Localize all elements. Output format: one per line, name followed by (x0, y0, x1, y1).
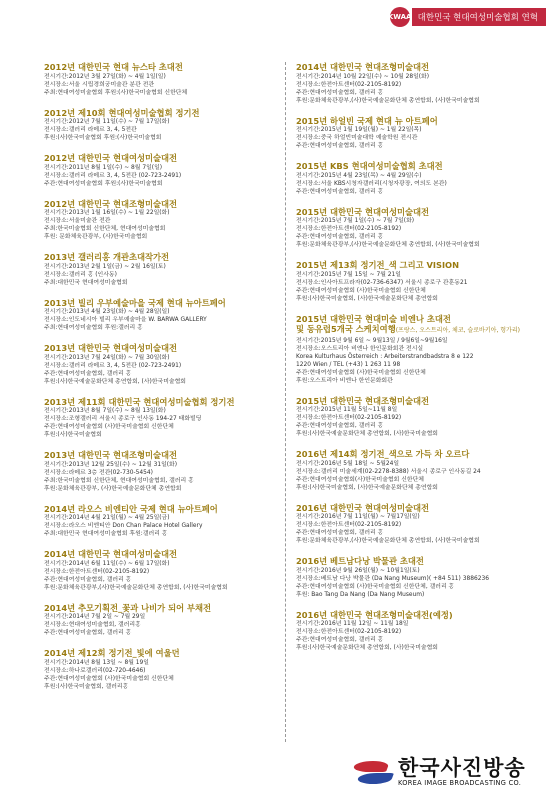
entry-detail-line: 전시장소:인도네시아 빌리 우부예술마을 W. BARWA GALLERY (44, 317, 207, 323)
entry-detail-line: 후원:문화체육관광부, (사)한국예술문화단체 총연합회 (44, 485, 182, 492)
history-entry (44, 450, 280, 493)
entry-detail-line: 후원:(사)한국예술문화단체 총연합회, (사)한국미술협회 (296, 645, 438, 651)
entry-detail-line: 후원: 문화체육관광부, (사)한국미술협회 (44, 234, 148, 240)
entry-detail-line: 전시장소:오스트리아 비엔나 한인문화회관 전시실 (296, 345, 424, 352)
entry-title: 2016년 베트남다낭 박물관 초대전 (296, 556, 424, 566)
history-entry (44, 199, 280, 242)
entry-detail-line: 주관:현대여성미술협회 후원:(사)한국미술협회 (44, 180, 163, 187)
entry-detail-line: 전시기간:2016년 9월 26일(월) ~ 10월1일(토) (296, 567, 420, 574)
entry-detail-line: 전시장소:현대여성미술협회, 갤러리홍 (44, 622, 141, 628)
entry-detail-line: 전시장소:한전아트센터(02-2105-8192) (296, 522, 402, 528)
entry-detail-line: 후원:(사)한국예술문화단체 총연합회, (사)한국미술협회 (296, 431, 438, 437)
entry-detail-line: 주최:현대여성미술협회 후원:갤러리 홍 (44, 325, 143, 331)
entry-detail-line: 전시장소:한전아트센터(02-2105-8192) (44, 568, 150, 575)
entry-detail-line: 주관:현대여성미술협회, 갤러리 홍 (296, 637, 384, 643)
entry-title: 2013년 갤러리홍 개관초대작가전 (44, 252, 170, 262)
entry-detail-line: 주관:현대여성미술협회, 갤러리 홍 (296, 188, 384, 195)
footer-name-en: KOREA IMAGE BROADCASTING CO. (398, 779, 522, 787)
entry-detail-line: 전시장소:갤러리 홍 (인사동) (44, 271, 117, 278)
footer-name-ko: 한국사진방송 (398, 756, 526, 780)
entry-detail-line: 후원:(사)한국미술협회, (사)한국예술문화단체 총연합회 (296, 295, 438, 302)
entry-detail-line: 주최:한국미술협회 신한단체, 현대여성미술협회 (44, 226, 166, 232)
entry-detail-line: 전시기간:2014년 4월 21일(월) ~ 4월 25일(금) (44, 515, 170, 521)
footer-brand (352, 752, 556, 792)
entry-title: 2014년 대한민국 현대조형미술대전 (296, 62, 430, 72)
history-entry (44, 603, 280, 638)
entry-title: 2012년 대한민국 현대여성미술대전 (44, 153, 178, 163)
entry-detail-line: 전시기간:2013년 1월 16일(수) ~ 1월 22일(화) (44, 210, 170, 216)
entry-title-line2: 및 동유럽5개국 스케치여행 (296, 324, 396, 334)
entry-detail-line: 전시기간:2015년 9월 6일 ~ 9월13일 / 9월6일~9월16일 (296, 337, 448, 344)
entry-title-continued (296, 324, 532, 337)
entry-title: 2014년 추모기획전_꽃과 나비가 되어 부채전 (44, 602, 212, 613)
entry-detail-line: 1220 Wien / TEL (+43) 1 263 11 98 (296, 361, 401, 368)
entry-detail-line: 전시기간:2016년 7월 11일(월) ~ 7월17일(일) (296, 514, 420, 520)
entry-detail-line: 주최:한국미술협회 신한단체, 현대여성미술협회, 갤러리 홍 (44, 477, 194, 484)
entry-detail-line: 주관:현대여성미술협회 (사)한국미술협회 신한단체 (44, 675, 174, 682)
entry-detail-line: 전시장소:갤러리 라메르 3, 4, 5전관 (44, 127, 137, 133)
entry-detail-line: 전시장소:한전아트센터(02-2105-8192) (296, 629, 402, 635)
entry-detail-line: 후원:(사)한국미술협회, 갤러리홍 (44, 683, 129, 690)
entry-detail-line: 주관:현대여성미술협회, 갤러리 홍 (44, 630, 132, 636)
broadcaster-logo-icon (352, 757, 394, 787)
entry-detail-line: 전시기간:2013년 8월 7일(수) ~ 8월 13일(화) (44, 408, 166, 414)
history-column-left (44, 62, 280, 702)
history-entry (296, 62, 532, 105)
entry-detail-line: 전시장소:갤러리 라메르 3, 4, 5전관 (02-723-2491) (44, 362, 182, 369)
entry-detail-line: 전시장소:한전아트센터(02-2105-8192) (296, 415, 402, 421)
history-entry (296, 260, 532, 303)
entry-detail-line: 전시기간:2011년 8월 1일(수) ~ 8월 7일(일) (44, 164, 163, 171)
history-entry (296, 503, 532, 546)
entry-title: 2015년 KBS 현대여성미술협회 초대전 (296, 161, 443, 171)
entry-detail-line: 전시기간:2015년 11월 5일~11월 8일 (296, 407, 398, 413)
entry-title: 2014년 라오스 비엔티안 국제 현대 뉴아트페어 (44, 503, 218, 514)
association-logo-icon (387, 7, 412, 27)
history-entry (44, 648, 280, 691)
entry-detail-line: 후원:문화체육관광부,(사)한국예술문화단체 총연합회, (사)한국미술협회 (296, 97, 480, 104)
entry-title: 2016년 대한민국 현대조형미술대전(예정) (296, 609, 453, 620)
history-entry (44, 549, 280, 592)
entry-detail-line: 후원:문화체육관광부,(사)한국예술문화단체 총연합회, (사)한국미술협회 (296, 538, 480, 544)
entry-detail-line: 주최:현대여성미술협회 후원:(사)한국미술협회 신한단체 (44, 89, 188, 96)
entry-title: 2015년 대한민국 현대여성미술대전 (296, 206, 430, 217)
entry-title: 2015년 하얼빈 국제 현대 뉴 아트페어 (296, 115, 438, 126)
page-header (387, 8, 546, 26)
entry-detail-line: 전시기간:2015년 7월 1일(수) ~ 7월 7일(화) (296, 218, 415, 224)
entry-detail-line: 전시장소:갤러리 미술세계(02-2278-8388) 서울시 종로구 인사동길 24 (296, 468, 481, 475)
entry-title: 2016년 대한민국 현대여성미술대전 (296, 502, 430, 513)
entry-detail-line: 후원:문화체육관광부,(사)한국예술문화단체 총연합회, (사)한국미술협회 (44, 584, 228, 591)
entry-title: 2012년 대한민국 현대 뉴스타 초대전 (44, 62, 183, 72)
history-entry (44, 298, 280, 333)
entry-title: 2014년 대한민국 현대여성미술대전 (44, 549, 178, 559)
entry-detail-line: 전시기간:2014년 8월 13일 ~ 8월 19일 (44, 659, 149, 666)
history-entry (296, 610, 532, 653)
entry-detail-line: 전시장소:중국 하얼빈미술대학 예술학원 전시관 (296, 135, 418, 141)
entry-detail-line: 전시장소:인사아트프라자(02-736-6347) 서울시 종로구 관훈동21 (296, 279, 468, 286)
entry-detail-line: 후원:(사)한국미술협회 후원:(사)한국미술협회 (44, 135, 162, 141)
history-entry (296, 314, 532, 385)
entry-title: 2013년 대한민국 현대여성미술대전 (44, 343, 178, 353)
entry-detail-line: 전시장소:한전아트센터(02-2105-8192) (296, 81, 402, 88)
history-entry (44, 153, 280, 188)
entry-detail-line: 주관:현대여성미술협회 (사)한국미술협회 신한단체 (44, 424, 174, 430)
entry-detail-line: 전시기간:2013년 4월 23일(화) ~ 4월 28일(일) (44, 309, 170, 315)
history-entry (44, 397, 280, 440)
entry-detail-line: 주관:현대여성미술협회, 갤러리 홍 (296, 143, 384, 149)
entry-detail-line: 주관:현대여성미술협회 (사)한국미술협회 신한단체 (296, 369, 426, 376)
entry-detail-line: 전시기간:2016년 11월 12일 ~ 11월 18일 (296, 621, 409, 627)
entry-title: 2012년 제10회 현대여성미술협회 정기전 (44, 107, 200, 118)
entry-detail-line: 전시기간:2015년 4월 23일(목) ~ 4월 29일(수) (296, 172, 422, 179)
entry-title: 2014년 제12회 정기전_빛에 여울던 (44, 648, 180, 658)
entry-detail-line: 주관:현대여성미술협회, 갤러리 홍 (296, 234, 384, 240)
entry-detail-line: 주관:현대여성미술협회, 갤러리 홍 (296, 530, 384, 536)
entry-detail-line: 전시기간:2014년 7월 2일 ~ 7월 29일 (44, 614, 146, 620)
entry-detail-line: 전시장소:라오스 비엔티안 Don Chan Palace Hotel Gallery (44, 523, 203, 529)
entry-detail-line: 주관:현대여성미술협회, 갤러리 홍 (296, 89, 384, 96)
entry-detail-line: 전시기간:2013년 12월 25일(수) ~ 12월 31일(화) (44, 461, 178, 468)
history-entry (296, 556, 532, 599)
entry-detail-line: 후원: Bao Tang Da Nang (Da Nang Museum) (296, 591, 425, 598)
entry-detail-line: 전시기간:2015년 1월 19일(월) ~ 1월 22일(목) (296, 127, 422, 133)
entry-detail-line: 주최:대한민국 현대여성미술협회 (44, 279, 128, 286)
entry-detail-line: 주최:대한민국 현대여성미술협회 후원:갤러리 홍 (44, 531, 168, 537)
entry-title: 2013년 제11회 대한민국 현대여성미술협회 정기전 (44, 396, 235, 407)
history-entry (44, 343, 280, 386)
entry-title: 2015년 대한민국 현대미술 비엔나 초대전 (296, 313, 451, 324)
entry-detail-line: 전시장소:서울 시립경희궁미술관 분관 전관 (44, 81, 155, 88)
entry-detail-line: 후원:(사)한국예술문화단체 총연합회, (사)한국미술협회 (44, 378, 186, 385)
history-entry (296, 396, 532, 439)
column-divider (285, 62, 286, 742)
logo-text: KWAA (387, 13, 412, 21)
history-entry (44, 504, 280, 539)
entry-title: 2015년 대한민국 현대조형미술대전 (296, 395, 430, 406)
entry-detail-line: Korea Kulturhaus Österreich : Arbeiterstrandbadstra 8 e 122 (296, 353, 474, 360)
header-title: 대한민국 현대여성미술협회 연혁 (412, 8, 546, 26)
entry-detail-line: 전시장소:하나로갤러리(02-720-4646) (44, 667, 146, 674)
entry-title: 2013년 대한민국 현대조형미술대전 (44, 450, 178, 460)
entry-detail-line: 전시장소:한전아트센터(02-2105-8192) (296, 226, 402, 232)
entry-detail-line: 주관:현대여성미술협회, 갤러리 홍 (44, 370, 132, 377)
entry-detail-line: 주관:현대여성미술협회, 갤러리 홍 (44, 576, 132, 583)
entry-detail-line: 전시장소:서울미술관 전관 (44, 218, 111, 224)
entry-detail-line: 후원:(사)한국미술협회, (사)한국예술문화단체 총연합회 (296, 484, 438, 491)
entry-title: 2015년 제13회 정기전_색 그리고 VISION (296, 260, 460, 270)
history-entry (44, 252, 280, 287)
entry-detail-line: 주관:현대여성미술협회 (사)한국미술협회 신한단체 (296, 287, 426, 294)
history-column-right (296, 62, 532, 663)
entry-detail-line: 전시기간:2015년 7월 15일 ~ 7월 21일 (296, 271, 401, 278)
entry-title: 2012년 대한민국 현대조형미술대전 (44, 198, 178, 209)
entry-detail-line: 전시기간:2012년 3월 27일(화) ~ 4월 1일(일) (44, 73, 166, 80)
entry-detail-line: 후원:문화체육관광부,(사)한국예술문화단체 총연합회, (사)한국미술협회 (296, 242, 480, 248)
entry-detail-line: 전시기간:2016년 5월 18일 ~ 5월24일 (296, 460, 400, 467)
entry-detail-line: 전시기간:2014년 6월 11일(수) ~ 6월 17일(화) (44, 560, 170, 567)
entry-title: 2013년 빌리 우부예술마을 국제 현대 뉴아트페어 (44, 297, 226, 308)
entry-detail-line: 전시기간:2013년 2월 1일(금) ~ 2월 16일(토) (44, 263, 166, 270)
history-entry (296, 207, 532, 250)
entry-detail-line: 전시장소:갤러리 라메르 3, 4, 5전관 (02-723-2491) (44, 172, 182, 179)
entry-detail-line: 전시기간:2014년 10월 22일(수) ~ 10월 28일(화) (296, 73, 430, 80)
entry-detail-line: 주관:현대여성미술협회, 갤러리 홍 (296, 423, 384, 429)
entry-detail-line: 전시장소:서울 KBS시청자갤러리(시청자광장, 여의도 본관) (296, 180, 447, 187)
entry-detail-line: 전시장소:라메르 3층 전관(02-730-5454) (44, 469, 153, 476)
entry-detail-line: 전시기간:2013년 7월 24일(화) ~ 7월 30일(화) (44, 354, 170, 361)
entry-detail-line: 전시기간:2012년 7월 11일(수) ~ 7월 17일(화) (44, 119, 170, 125)
entry-detail-line: 전시장소:베트남 다낭 박물관 (Da Nang Museum)( +84 511) 3886236 (296, 575, 489, 582)
history-entry (44, 108, 280, 143)
entry-detail-line: 후원:오스트리아 비엔나 한인문화회관 (296, 377, 393, 384)
entry-detail-line: 전시장소:조형갤러리 서울시 종로구 인사동 194-27 태화빌딩 (44, 416, 202, 422)
entry-title-countries: (프랑스, 오스트리아, 체코, 슬로바키아, 헝가리) (395, 327, 520, 334)
history-entry (296, 161, 532, 196)
entry-title: 2016년 제14회 정기전_색으로 가득 차 오르다 (296, 449, 470, 459)
history-entry (296, 449, 532, 492)
history-entry (44, 62, 280, 97)
history-entry (296, 116, 532, 151)
entry-detail-line: 주관:현대여성미술협회(사)한국미술협회 신한단체 (296, 476, 424, 483)
entry-detail-line: 후원:(사)한국미술협회 (44, 432, 102, 438)
entry-detail-line: 주관:현대여성미술협회 (사)한국미술협회 신한단체, 갤러리 홍 (296, 583, 455, 590)
